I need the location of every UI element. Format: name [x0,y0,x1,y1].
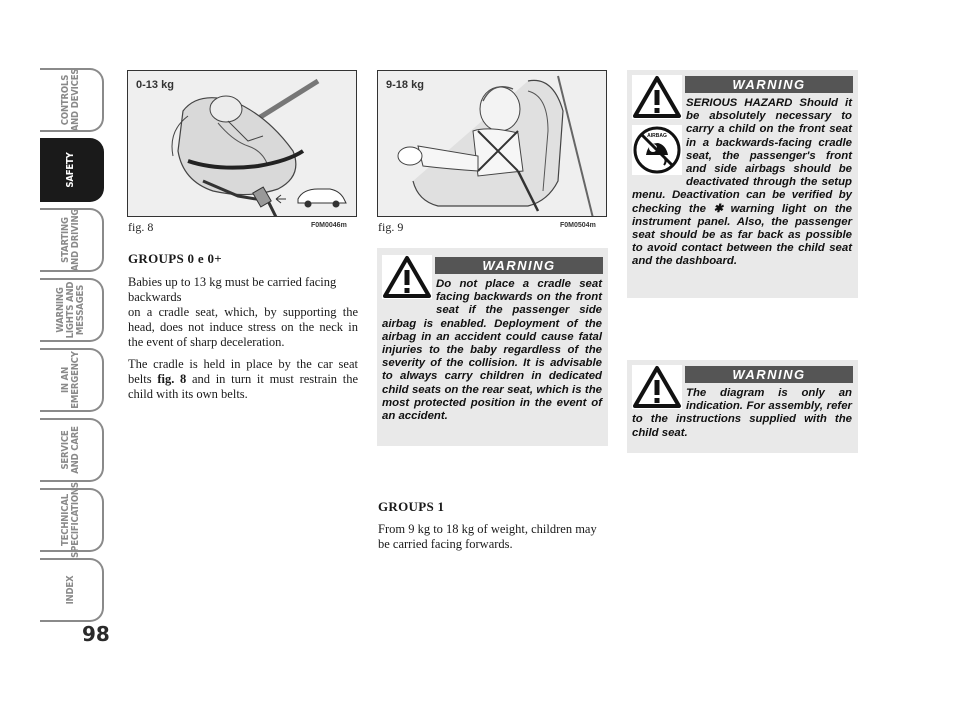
chapter-tab-label: WARNING LIGHTS AND MESSAGES [55,281,86,339]
chapter-tab-label: STARTING AND DRIVING [60,208,81,272]
chapter-tab-safety[interactable] [40,138,104,202]
chapter-tab-in-an-emergency[interactable] [40,348,104,412]
chapter-tab-technical-specifications[interactable] [40,482,104,558]
chapter-tab-label: SAFETY [65,152,76,188]
chapter-tab-label: CONTROLS AND DEVICES [60,68,81,132]
chapter-tab-label: TECHNICAL SPECIFICATIONS [60,482,81,558]
group0-para1: Babies up to 13 kg must be carried facing backwards [128,275,337,304]
warning-text: The diagram is only an indication. For assembly, refer to the instructions supplied with the child seat. [632,387,852,439]
group0-para3: The cradle is held in place by the car seat belts fig. 8 and in turn it must restrain the child with its own belts. [128,357,359,401]
figure-8-caption: fig. 8 [128,220,154,234]
group1-para: From 9 kg to 18 kg of weight, children may be carried facing forwards. [378,522,597,551]
warning-text: SERIOUS HAZARD Should it be absolutely necessary to carry a child on the front seat in a backwards-facing cradle seat, the passenger's front and side airbags should be deactivated through the setup menu. Deactivation can be verified by checking the ✱ warning light on the instrument panel. Also, the passenger seat should be as far back as possible to avoid contact between the child seat and the dashboard. [632,97,852,268]
chapter-tab-index[interactable] [40,558,104,622]
warning-box-serious-hazard [627,70,858,298]
warning-box-cradle [377,248,608,446]
chapter-tab-controls-and-devices[interactable] [40,68,104,132]
figure-9-caption: fig. 9 [378,220,404,234]
chapter-tab-service-and-care[interactable] [40,418,104,482]
warning-title: WARNING [685,76,853,93]
group0-para2: on a cradle seat, which, by supporting the head, does not induce stress on the neck in the event of sharp deceleration. [128,305,358,349]
warning-text: Do not place a cradle seat facing backwards on the front seat if the passenger side airbag is enabled. Deployment of the airbag in an accident could cause fatal injuries to the baby regardless of the severity of the collision. It is advisable to always carry children in dedicated child seats on the rear seat, which is the most protected position in the event of an accident. [382,278,602,423]
page-number: 98 [82,622,110,646]
figure-8 [127,70,357,217]
forward-seat-illustration [378,71,607,217]
figure-9-code: F0M0504m [560,222,596,229]
group0-heading: GROUPS 0 e 0+ [128,251,222,266]
airbag-icon-label: AIRBAG [647,133,667,139]
chapter-tab-label: INDEX [65,575,76,605]
chapter-tab-warning-lights-and-messages[interactable] [40,278,104,342]
chapter-tab-label: SERVICE AND CARE [60,426,81,474]
figure-9 [377,70,607,217]
cradle-seat-illustration [128,71,357,217]
warning-title: WARNING [685,366,853,383]
figure-9-weight-label: 9-18 kg [386,79,424,91]
chapter-tab-label: IN AN EMERGENCY [60,351,81,409]
figure-8-code: F0M0046m [311,222,347,229]
chapter-tab-starting-and-driving[interactable] [40,208,104,272]
figure-8-weight-label: 0-13 kg [136,79,174,91]
chapter-tabs [40,68,104,628]
warning-box-diagram [627,360,858,453]
warning-title: WARNING [435,257,603,274]
group1-heading: GROUPS 1 [378,499,445,514]
